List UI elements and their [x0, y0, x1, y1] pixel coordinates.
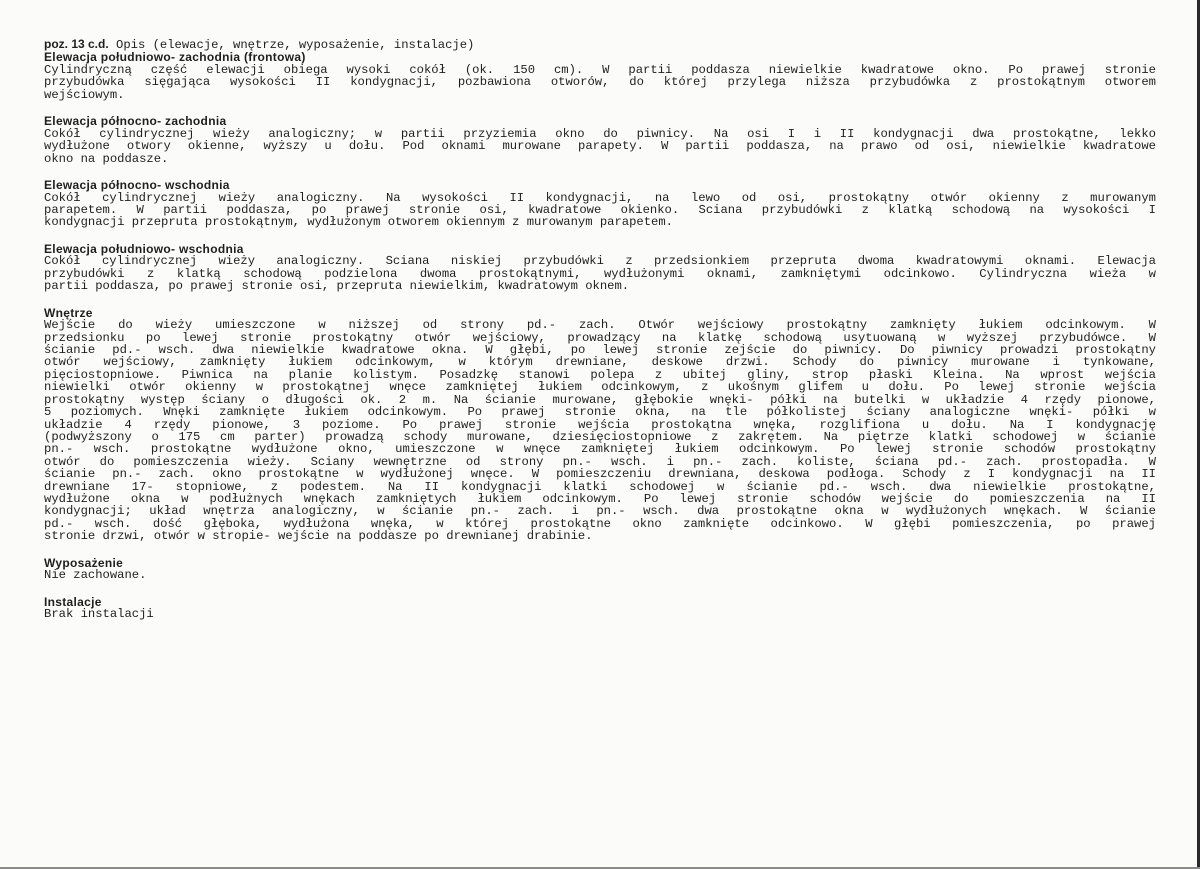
text-line: układzie 4 rzędy pionowe, 3 poziome. Po prawej stronie wejścia prostokątna wnęka, rozglifiona u dołu. Na I kondygnację	[44, 418, 1156, 431]
page-header	[44, 38, 1156, 51]
section	[44, 307, 1156, 543]
section-title: Elewacja północno- wschodnia	[44, 178, 230, 193]
text-line: (podwyższony o 175 cm parter) prowadzą schody murowane, dziesięciostopniowe z zakrętem. Na piętrze klatki schodowej w ścianie	[44, 430, 1156, 444]
section-title: Instalacje	[44, 594, 102, 609]
position-number: poz. 13 c.d.	[44, 37, 109, 51]
section-title: Wnętrze	[44, 305, 93, 320]
text-line: pn.- wsch. prostokątne wydłużone okno, umieszczone w wnęce zamkniętej łukiem odcinkowym. Po lewej stronie schodów prostokątny	[44, 443, 1156, 456]
text-line: otwór wejściowy, zamknięty łukiem odcinkowym, w którym drewniane, deskowe drzwi. Schody do piwnicy murowane i tynkowane,	[44, 356, 1156, 369]
text-line: 5 poziomych. Wnęki zamknięte łukiem odcinkowym. Po prawej stronie okna, na tle półkolistej ściany analogiczne wnęki- półki w	[44, 406, 1156, 419]
sections-container	[44, 51, 1156, 620]
section-title: Elewacja południowo- zachodnia (frontowa)	[44, 50, 306, 65]
text-line: ścianie pd.- wsch. dwa niewielkie kwadratowe okna. W głębi, po lewej stronie zejście do piwnicy. Do piwnicy prowadzi prostokątny	[44, 344, 1156, 357]
section-title: Wyposażenie	[44, 555, 124, 570]
text-line: Wejście do wieży umieszczone w niższej od strony pd.- zach. Otwór wejściowy prostokątny zamknięty łukiem odcinkowym. W	[44, 319, 1156, 332]
text-line: Cylindryczną część elewacji obiega wysoki cokół (ok. 150 cm). W partii poddasza niewielkie kwadratowe okno. Po prawej stronie	[44, 64, 1156, 77]
section-title: Elewacja północno- zachodnia	[44, 114, 227, 129]
document-content	[44, 38, 1156, 635]
text-line: kondygnacji; układ wnętrza analogiczny, w ścianie pn.- zach. i pn.- wsch. dwa prostokątne okna w wydłużonych wnękach. W ścianie	[44, 505, 1156, 518]
section	[44, 557, 1156, 582]
text-line: drewniane 17- stopniowe, z podestem. Na II kondygnacji klatki schodowej w ścianie pd.- wsch. dwa niewielkie prostokątne,	[44, 480, 1156, 493]
text-line: wydłużone okna w podłużnych wnękach zamkniętych łukiem odcinkowym. Po lewej stronie schodów wejście do pomieszczenia na II	[44, 492, 1156, 506]
header-description: Opis (elewacje, wnętrze, wyposażenie, instalacje)	[108, 38, 475, 52]
section-body	[44, 319, 1156, 542]
text-line: wydłużone otwory okienne, wyższy u dołu. Pod oknami murowane parapety. W partii poddasza, na prawo od osi, niewielkie kwadratowe	[44, 140, 1156, 153]
text-line: kondygnacji przepruta prostokątnym, wydłużonym otworem okiennym z murowanym parapetem.	[44, 216, 673, 229]
section-body	[44, 569, 1156, 581]
text-line: przybudówki z klatką schodową podzielona dwoma prostokątnymi, wydłużonymi oknami, zamkniętymi odcinkowo. Cylindryczna wieża w	[44, 267, 1156, 281]
text-line: niewielki otwór okienny w prostokątnej wnęce zamkniętej łukiem odcinkowym, z ukośnym glifem u dołu. Po lewej stronie wejścia	[44, 381, 1156, 394]
text-line: stronie drzwi, otwór w stropie- wejście na poddasze po drewnianej drabinie.	[44, 530, 593, 543]
text-line: przybudówka sięgająca wysokości II kondygnacji, pozbawiona otworów, do której przylega niższa przybudówka z prostokątnym otworem	[44, 76, 1156, 89]
section-body	[44, 64, 1156, 101]
section-title: Elewacja południowo- wschodnia	[44, 241, 244, 256]
text-line: otwór do pomieszczenia wieży. Ściany wewnętrzne od strony pn.- wsch. i pn.- zach. koliste, ściana pd.- zach. prostopadła. W	[44, 455, 1156, 469]
section-body	[44, 192, 1156, 229]
text-line: prostokątny występ ściany o długości ok. 2 m. Na ścianie murowane, głębokie wnęki- półki na butelki w układzie 4 rzędy pionowe,	[44, 393, 1156, 407]
text-line: pięciostopniowe. Piwnica na planie kolistym. Posadzkę stanowi polepa z ubitej gliny, strop płaski Kleina. Na wprost wejścia	[44, 368, 1156, 382]
text-line: Cokół cylindrycznej wieży analogiczny; w partii przyziemia okno do piwnicy. Na osi I i II kondygnacji dwa prostokątne, lekko	[44, 127, 1156, 141]
text-line: Brak instalacji	[44, 608, 154, 621]
section-body	[44, 128, 1156, 165]
text-line: przedsionku po lewej stronie prostokątny otwór wejściowy, prowadzący na klatkę schodową usytuowaną w wyższej przybudówce. W	[44, 331, 1156, 345]
text-line: partii poddasza, po prawej stronie osi, przepruta niewielkim, kwadratowym oknem.	[44, 280, 630, 293]
text-line: Nie zachowane.	[44, 569, 147, 582]
section	[44, 243, 1156, 293]
section	[44, 115, 1156, 165]
text-line: Cokół cylindrycznej wieży analogiczny. Ściana niskiej przybudówki z przedsionkiem przepruta dwoma kwadratowymi oknami. Elewacja	[44, 255, 1156, 268]
text-line: wejściowym.	[44, 88, 125, 102]
text-line: parapetem. W partii poddasza, po prawej stronie osi, kwadratowe okienko. Ściana przybudówki z klatką schodową na wysokości I	[44, 204, 1156, 217]
section-body	[44, 255, 1156, 292]
section-body	[44, 608, 1156, 620]
section	[44, 179, 1156, 229]
section	[44, 51, 1156, 101]
section	[44, 596, 1156, 621]
text-line: okno na poddasze.	[44, 152, 169, 166]
text-line: pd.- wsch. dość głęboka, wydłużona wnęka, w której prostokątne okno zamknięte odcinkowo. W głębi pomieszczenia, po prawej	[44, 517, 1156, 531]
text-line: ścianie pn.- zach. okno prostokątne w wydłużonej wnęce. W pomieszczeniu drewniana, deskowa podłoga. Schody z I kondygnacji na II	[44, 468, 1156, 481]
text-line: Cokół cylindrycznej wieży analogiczny. Na wysokości II kondygnacji, na lewo od osi, prostokątny otwór okienny z murowanym	[44, 191, 1156, 205]
